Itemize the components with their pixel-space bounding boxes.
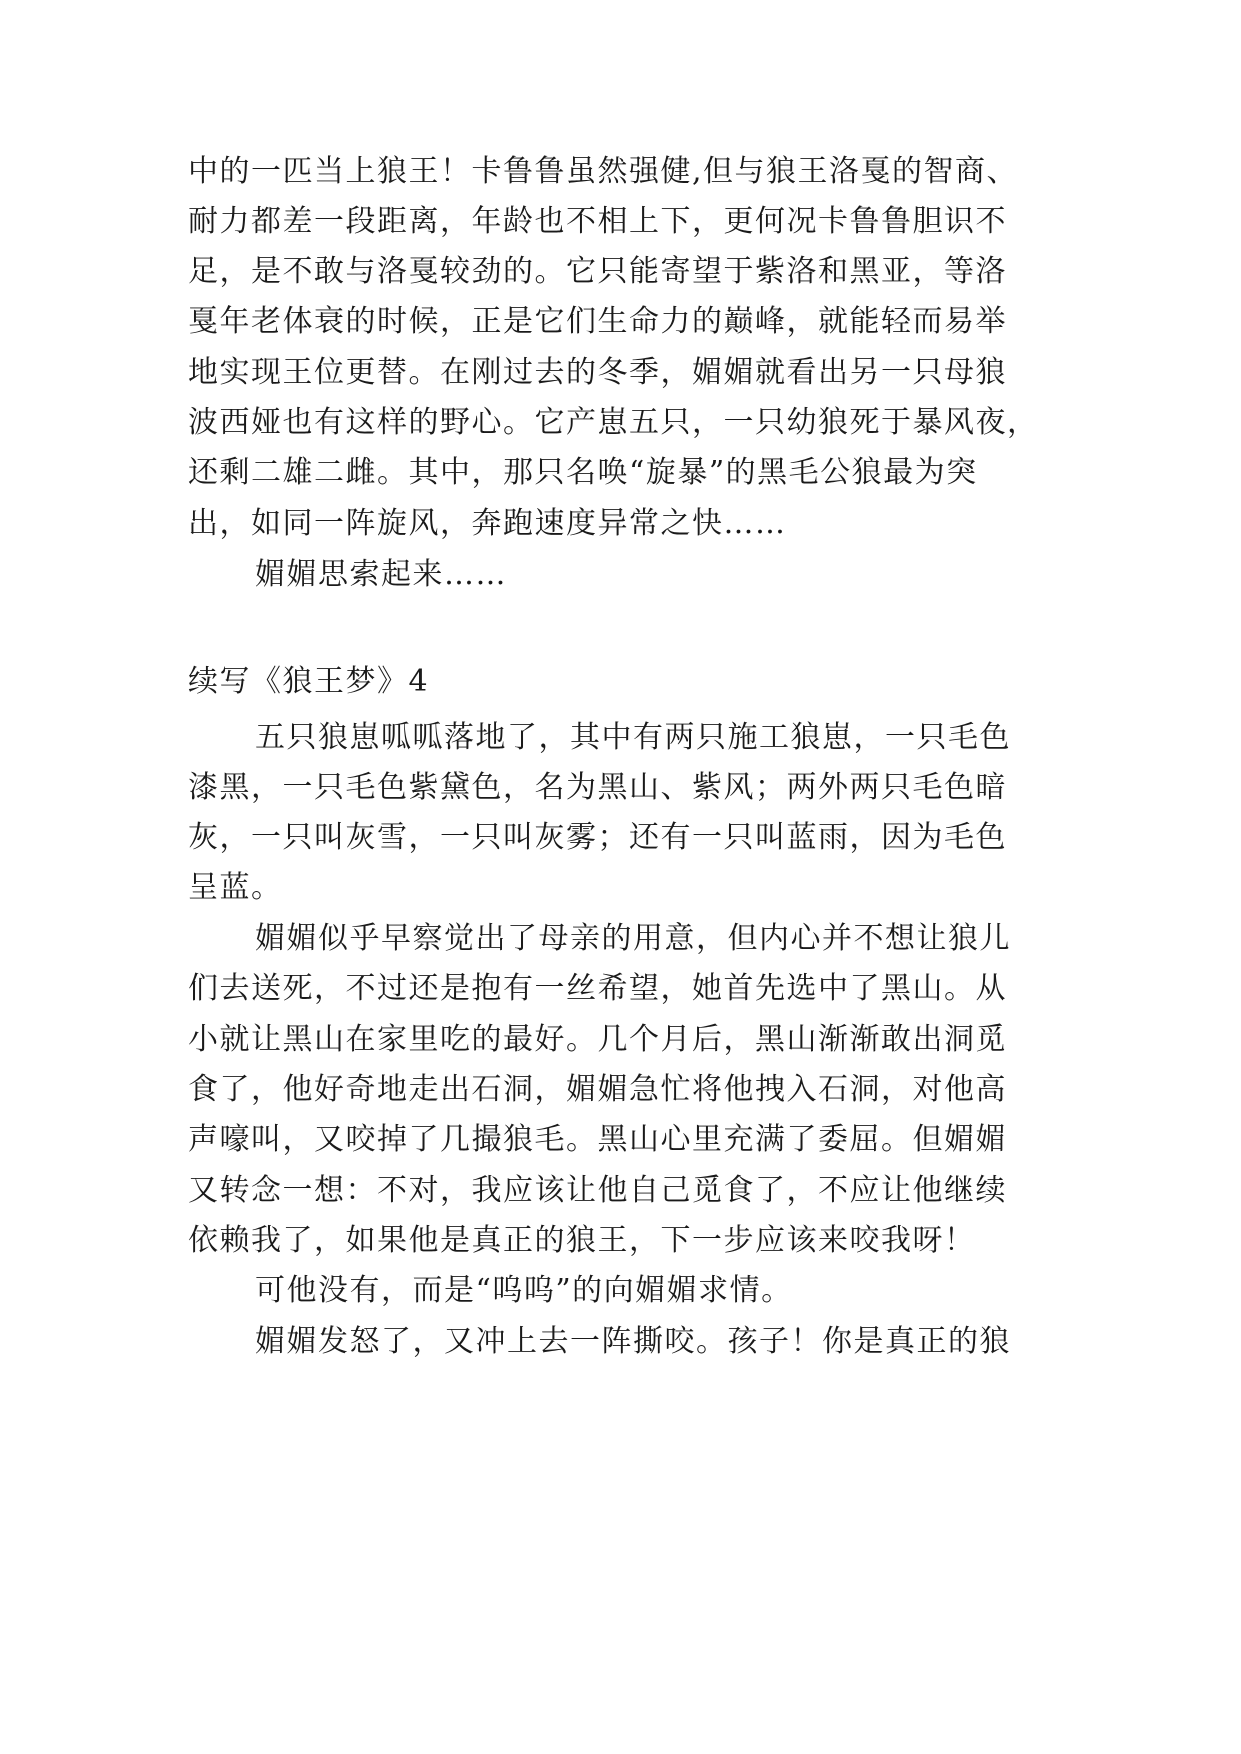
text-line: 地实现王位更替。在刚过去的冬季，媚媚就看出另一只母狼: [188, 355, 1007, 390]
text-line: 小就让黑山在家里吃的最好。几个月后，黑山渐渐敢出洞觅: [188, 1022, 1007, 1057]
paragraph-line: 可他没有，而是“呜呜”的向媚媚求情。: [255, 1273, 793, 1308]
text-line: 声嚎叫，又咬掉了几撮狼毛。黑山心里充满了委屈。但媚媚: [188, 1122, 1007, 1157]
text-line: 食了，他好奇地走出石洞，媚媚急忙将他拽入石洞，对他高: [188, 1072, 1007, 1107]
text-line: 中的一匹当上狼王！卡鲁鲁虽然强健,但与狼王洛戛的智商、: [188, 154, 1019, 189]
text-line: 足，是不敢与洛戛较劲的。它只能寄望于紫洛和黑亚，等洛: [188, 254, 1007, 289]
paragraph-line: 媚媚发怒了，又冲上去一阵撕咬。孩子！你是真正的狼: [255, 1324, 1011, 1359]
text-line: 们去送死，不过还是抱有一丝希望，她首先选中了黑山。从: [188, 971, 1007, 1006]
text-line: 呈蓝。: [188, 870, 283, 905]
text-line: 依赖我了，如果他是真正的狼王，下一步应该来咬我呀！: [188, 1223, 976, 1258]
text-line: 还剩二雄二雌。其中，那只名唤“旋暴”的黑毛公狼最为突: [188, 455, 978, 490]
text-line: 灰，一只叫灰雪，一只叫灰雾；还有一只叫蓝雨，因为毛色: [188, 820, 1007, 855]
text-line: 又转念一想：不对，我应该让他自己觅食了，不应让他继续: [188, 1173, 1007, 1208]
section-title: 续写《狼王梦》4: [188, 664, 430, 699]
paragraph-line: 媚媚思索起来……: [255, 557, 507, 592]
paragraph-line: 五只狼崽呱呱落地了，其中有两只施工狼崽，一只毛色: [255, 720, 1011, 755]
text-line: 漆黑，一只毛色紫黛色，名为黑山、紫风；两外两只毛色暗: [188, 770, 1007, 805]
text-line: 波西娅也有这样的野心。它产崽五只，一只幼狼死于暴风夜，: [188, 405, 1039, 440]
text-line: 出，如同一阵旋风，奔跑速度异常之快……: [188, 506, 787, 541]
paragraph-line: 媚媚似乎早察觉出了母亲的用意，但内心并不想让狼儿: [255, 921, 1011, 956]
text-line: 戛年老体衰的时候，正是它们生命力的巅峰，就能轻而易举: [188, 304, 1007, 339]
text-line: 耐力都差一段距离，年龄也不相上下，更何况卡鲁鲁胆识不: [188, 204, 1007, 239]
